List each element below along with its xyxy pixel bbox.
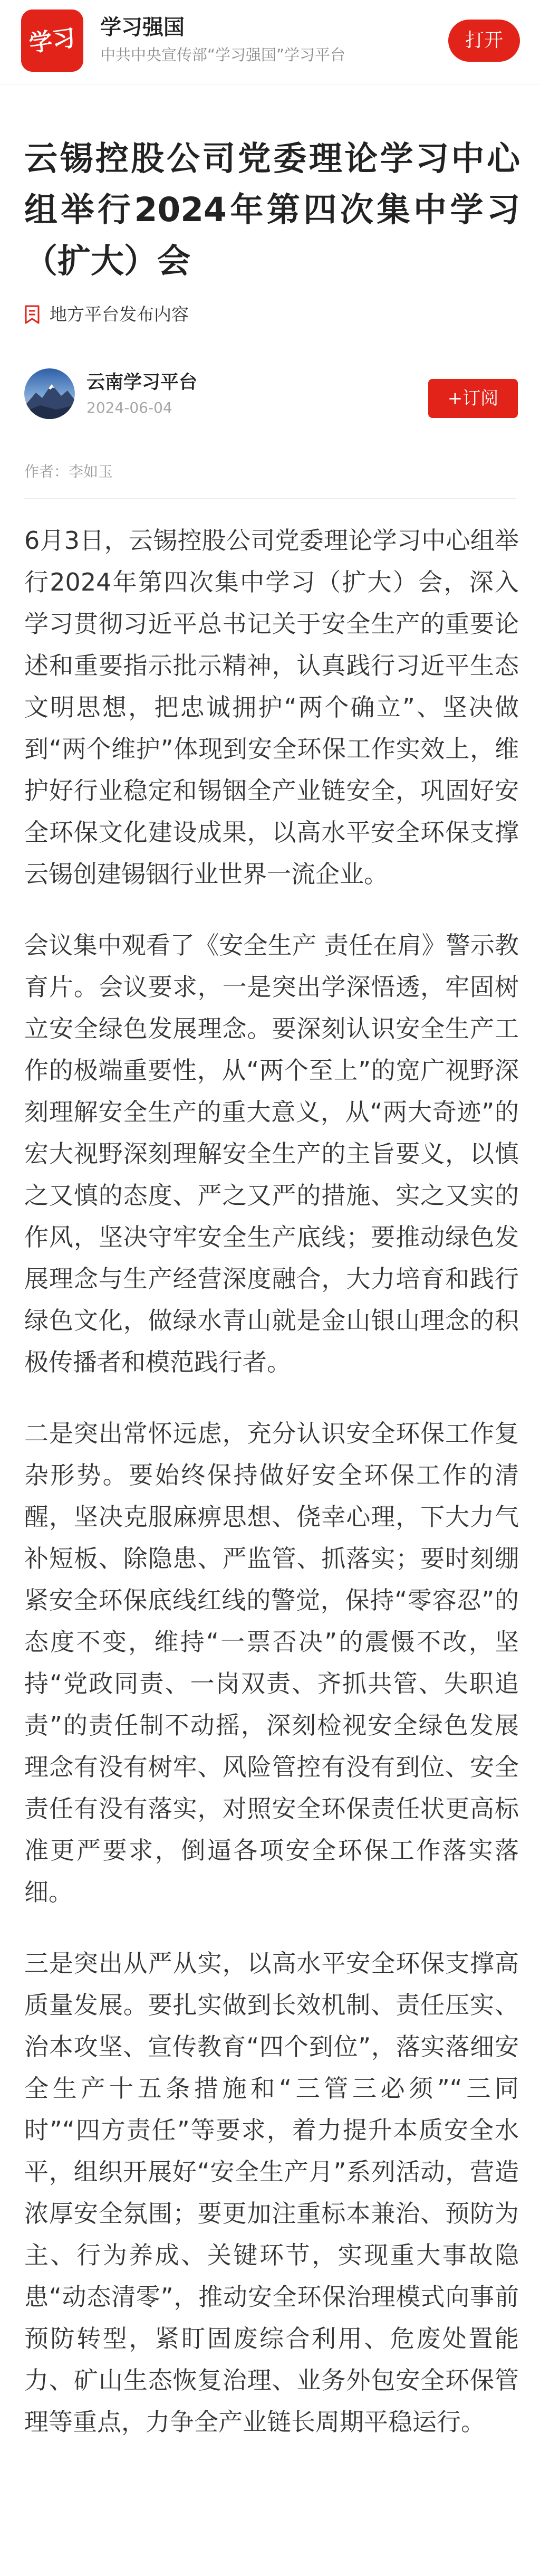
source-label: 地方平台发布内容 <box>50 304 189 325</box>
paragraph: 会议集中观看了《安全生产 责任在肩》警示教育片。会议要求，一是突出学深悟透，牢固树立安全绿色发展理念。要深刻认识安全生产工作的极端重要性，从“两个至上”的宽广视野深刻理解安全生产的重大意义，从“两大奇迹”的宏大视野深刻理解安全生产的主旨要义，以慎之又慎的态度、严之又严的措施、实之又实的作风，坚决守牢安全生产底线；要推动绿色发展理念与生产经营深度融合，大力培育和践行绿色文化，做绿水青山就是金山银山理念的积极传播者和模范践行者。 <box>24 931 519 1376</box>
subscribe-button[interactable]: +订阅 <box>428 379 518 418</box>
source-line <box>24 302 189 327</box>
article-body <box>24 520 519 2473</box>
app-download-bar <box>0 0 540 84</box>
paragraph: 三是突出从严从实，以高水平安全环保支撑高质量发展。要扎实做到长效机制、责任压实、治本攻坚、宣传教育“四个到位”，落实落细安全生产十五条措施和“三管三必须”“三同时”“四方责任”等要求，着力提升本质安全水平，组织开展好“安全生产月”系列活动，营造浓厚安全氛围；要更加注重标本兼治、预防为主、行为养成、关键环节，实现重大事故隐患“动态清零”，推动安全环保治理模式向事前预防转型，紧盯固废综合利用、危废处置能力、矿山生态恢复治理、业务外包安全环保管理等重点，力争全产业链长周期平稳运行。 <box>24 1949 519 2436</box>
account-name[interactable]: 云南学习平台 <box>86 372 198 393</box>
paragraph: 6月3日，云锡控股公司党委理论学习中心组举行2024年第四次集中学习（扩大）会，深入学习贯彻习近平总书记关于安全生产的重要论述和重要指示批示精神，认真践行习近平生态文明思想，把忠诚拥护“两个确立”、坚决做到“两个维护”体现到安全环保工作实效上，维护好行业稳定和锡铟全产业链安全，巩固好安全环保文化建设成果，以高水平安全环保支撑云锡创建锡铟行业世界一流企业。 <box>24 526 519 888</box>
paragraph: 二是突出常怀远虑，充分认识安全环保工作复杂形势。要始终保持做好安全环保工作的清醒，坚决克服麻痹思想、侥幸心理，下大力气补短板、除隐患、严监管、抓落实；要时刻绷紧安全环保底线红线的警觉，保持“零容忍”的态度不变，维持“一票否决”的震慑不改，坚持“党政同责、一岗双责、齐抓共管、失职追责”的责任制不动摇，深刻检视安全绿色发展理念有没有树牢、风险管控有没有到位、安全责任有没有落实，对照安全环保责任状更高标准更严要求，倒逼各项安全环保工作落实落细。 <box>24 1419 519 1906</box>
app-logo-icon[interactable] <box>21 9 83 72</box>
bookmark-icon <box>24 305 40 325</box>
app-name: 学习强国 <box>100 15 185 40</box>
app-subtitle: 中共中央宣传部“学习强国”学习平台 <box>100 46 346 64</box>
mountain-avatar-icon <box>24 368 75 419</box>
author-line: 作者：李如玉 <box>24 463 113 480</box>
account-avatar[interactable] <box>24 368 75 419</box>
app-logo-text: 学习 <box>27 24 78 58</box>
open-app-button[interactable]: 打开 <box>448 20 520 62</box>
publish-date: 2024-06-04 <box>86 399 172 416</box>
article-title: 云锡控股公司党委理论学习中心组举行2024年第四次集中学习（扩大）会 <box>24 139 520 280</box>
app-logo-glyph <box>21 9 83 72</box>
divider <box>24 498 516 499</box>
